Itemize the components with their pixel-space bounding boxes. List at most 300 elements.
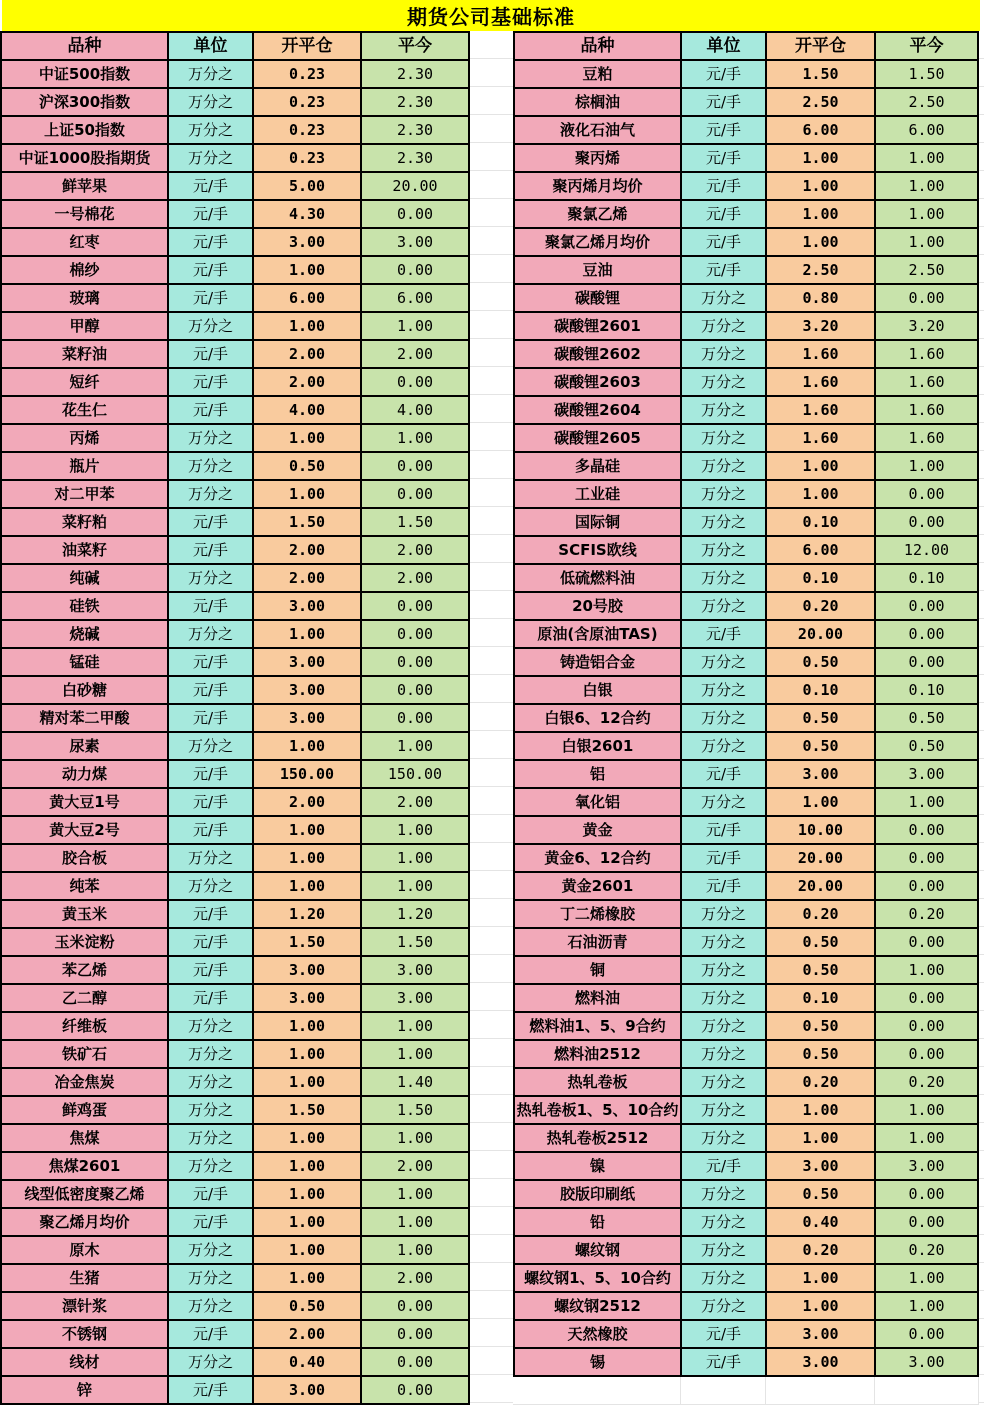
close-today-fee-cell[interactable]: 0.10 [876, 565, 977, 591]
variety-cell[interactable]: 铝 [515, 761, 680, 787]
close-today-fee-cell[interactable]: 0.00 [876, 621, 977, 647]
close-today-fee-cell[interactable]: 0.20 [876, 1237, 977, 1263]
variety-cell[interactable]: 黄金6、12合约 [515, 845, 680, 871]
close-today-fee-cell[interactable]: 2.00 [362, 537, 468, 563]
unit-cell[interactable]: 元/手 [169, 817, 252, 843]
unit-cell[interactable]: 万分之 [169, 1013, 252, 1039]
close-today-fee-cell[interactable]: 2.00 [362, 341, 468, 367]
unit-cell[interactable]: 万分之 [169, 1069, 252, 1095]
variety-cell[interactable]: 黄金 [515, 817, 680, 843]
unit-cell[interactable]: 元/手 [169, 1209, 252, 1235]
open-close-fee-cell[interactable]: 150.00 [254, 761, 360, 787]
open-close-fee-cell[interactable]: 2.00 [254, 537, 360, 563]
unit-cell[interactable]: 元/手 [682, 761, 765, 787]
open-close-fee-cell[interactable]: 4.00 [254, 397, 360, 423]
close-today-fee-cell[interactable]: 1.00 [362, 1181, 468, 1207]
open-close-fee-cell[interactable]: 5.00 [254, 173, 360, 199]
open-close-fee-cell[interactable]: 0.10 [767, 565, 874, 591]
open-close-fee-cell[interactable]: 6.00 [254, 285, 360, 311]
unit-cell[interactable]: 元/手 [682, 1321, 765, 1347]
open-close-fee-cell[interactable]: 0.50 [767, 1041, 874, 1067]
unit-cell[interactable]: 万分之 [682, 1041, 765, 1067]
close-today-fee-cell[interactable]: 1.00 [876, 1125, 977, 1151]
variety-cell[interactable]: 线型低密度聚乙烯 [2, 1181, 167, 1207]
variety-cell[interactable]: 菜籽粕 [2, 509, 167, 535]
open-close-fee-cell[interactable]: 1.00 [254, 621, 360, 647]
variety-cell[interactable]: 胶版印刷纸 [515, 1181, 680, 1207]
unit-cell[interactable]: 元/手 [169, 537, 252, 563]
close-today-fee-cell[interactable]: 3.00 [362, 985, 468, 1011]
variety-cell[interactable]: 玻璃 [2, 285, 167, 311]
variety-cell[interactable]: 棕榈油 [515, 89, 680, 115]
close-today-fee-cell[interactable]: 1.00 [362, 1237, 468, 1263]
unit-cell[interactable]: 万分之 [682, 453, 765, 479]
open-close-fee-cell[interactable]: 3.00 [767, 761, 874, 787]
close-today-fee-cell[interactable]: 0.00 [876, 1041, 977, 1067]
close-today-fee-cell[interactable]: 1.00 [362, 1013, 468, 1039]
open-close-fee-cell[interactable]: 3.00 [767, 1153, 874, 1179]
variety-cell[interactable]: 铸造铝合金 [515, 649, 680, 675]
variety-cell[interactable]: 黄金2601 [515, 873, 680, 899]
open-close-fee-cell[interactable]: 1.00 [254, 873, 360, 899]
unit-cell[interactable]: 万分之 [682, 901, 765, 927]
variety-cell[interactable]: 上证50指数 [2, 117, 167, 143]
open-close-fee-cell[interactable]: 1.50 [254, 929, 360, 955]
close-today-fee-cell[interactable]: 0.00 [362, 453, 468, 479]
open-close-fee-cell[interactable]: 2.00 [254, 565, 360, 591]
close-today-fee-cell[interactable]: 3.00 [876, 1153, 977, 1179]
open-close-fee-cell[interactable]: 1.60 [767, 341, 874, 367]
close-today-fee-cell[interactable]: 3.00 [362, 957, 468, 983]
unit-cell[interactable]: 元/手 [169, 649, 252, 675]
unit-cell[interactable]: 万分之 [682, 397, 765, 423]
open-close-fee-cell[interactable]: 1.00 [254, 1041, 360, 1067]
unit-cell[interactable]: 万分之 [169, 621, 252, 647]
close-today-fee-cell[interactable]: 1.00 [362, 845, 468, 871]
close-today-fee-cell[interactable]: 0.50 [876, 733, 977, 759]
unit-cell[interactable]: 万分之 [169, 845, 252, 871]
variety-cell[interactable]: 聚丙烯月均价 [515, 173, 680, 199]
open-close-fee-cell[interactable]: 0.50 [767, 1181, 874, 1207]
variety-cell[interactable]: 热轧卷板2512 [515, 1125, 680, 1151]
close-today-fee-cell[interactable]: 2.30 [362, 117, 468, 143]
close-today-fee-cell[interactable]: 12.00 [876, 537, 977, 563]
close-today-fee-cell[interactable]: 1.00 [876, 957, 977, 983]
open-close-fee-cell[interactable]: 1.00 [767, 1293, 874, 1319]
close-today-fee-cell[interactable]: 0.00 [362, 257, 468, 283]
open-close-fee-column-header[interactable]: 开平仓 [254, 33, 360, 59]
open-close-fee-cell[interactable]: 3.00 [254, 705, 360, 731]
open-close-fee-cell[interactable]: 0.50 [254, 453, 360, 479]
open-close-fee-cell[interactable]: 1.20 [254, 901, 360, 927]
unit-cell[interactable]: 元/手 [169, 957, 252, 983]
open-close-fee-cell[interactable]: 0.23 [254, 117, 360, 143]
unit-cell[interactable]: 元/手 [169, 397, 252, 423]
close-today-fee-cell[interactable]: 0.00 [362, 649, 468, 675]
variety-cell[interactable]: 石油沥青 [515, 929, 680, 955]
unit-cell[interactable]: 元/手 [169, 1321, 252, 1347]
close-today-fee-cell[interactable]: 1.00 [362, 1041, 468, 1067]
close-today-fee-cell[interactable]: 0.00 [876, 285, 977, 311]
open-close-fee-cell[interactable]: 0.40 [254, 1349, 360, 1375]
close-today-fee-cell[interactable]: 0.00 [876, 817, 977, 843]
close-today-fee-cell[interactable]: 3.00 [876, 761, 977, 787]
open-close-fee-cell[interactable]: 0.50 [767, 649, 874, 675]
variety-cell[interactable]: 热轧卷板 [515, 1069, 680, 1095]
close-today-fee-cell[interactable]: 0.00 [362, 1349, 468, 1375]
open-close-fee-cell[interactable]: 1.00 [767, 1097, 874, 1123]
variety-cell[interactable]: 乙二醇 [2, 985, 167, 1011]
open-close-fee-cell[interactable]: 1.00 [767, 789, 874, 815]
open-close-fee-cell[interactable]: 4.30 [254, 201, 360, 227]
unit-cell[interactable]: 万分之 [682, 537, 765, 563]
close-today-fee-cell[interactable]: 1.00 [362, 817, 468, 843]
open-close-fee-cell[interactable]: 0.20 [767, 1237, 874, 1263]
open-close-fee-cell[interactable]: 3.00 [254, 1377, 360, 1403]
close-today-fee-cell[interactable]: 0.00 [362, 677, 468, 703]
unit-cell[interactable]: 元/手 [169, 201, 252, 227]
unit-cell[interactable]: 万分之 [682, 705, 765, 731]
close-today-fee-cell[interactable]: 1.00 [362, 733, 468, 759]
close-today-fee-cell[interactable]: 1.20 [362, 901, 468, 927]
close-today-fee-cell[interactable]: 0.00 [876, 1321, 977, 1347]
close-today-fee-cell[interactable]: 3.00 [362, 229, 468, 255]
unit-cell[interactable]: 万分之 [682, 285, 765, 311]
variety-cell[interactable]: 对二甲苯 [2, 481, 167, 507]
variety-cell[interactable]: 聚丙烯 [515, 145, 680, 171]
close-today-fee-cell[interactable]: 1.00 [362, 1209, 468, 1235]
close-today-fee-cell[interactable]: 0.20 [876, 901, 977, 927]
close-today-fee-cell[interactable]: 0.20 [876, 1069, 977, 1095]
open-close-fee-cell[interactable]: 1.00 [767, 1125, 874, 1151]
unit-cell[interactable]: 万分之 [682, 425, 765, 451]
close-today-fee-cell[interactable]: 2.50 [876, 257, 977, 283]
close-today-fee-cell[interactable]: 0.00 [876, 1209, 977, 1235]
unit-cell[interactable]: 万分之 [682, 481, 765, 507]
variety-cell[interactable]: 热轧卷板1、5、10合约 [515, 1097, 680, 1123]
unit-cell[interactable]: 万分之 [169, 1097, 252, 1123]
unit-cell[interactable]: 元/手 [682, 621, 765, 647]
open-close-fee-cell[interactable]: 1.00 [254, 481, 360, 507]
close-today-fee-cell[interactable]: 1.00 [876, 201, 977, 227]
open-close-fee-cell[interactable]: 0.50 [767, 733, 874, 759]
unit-cell[interactable]: 万分之 [682, 1237, 765, 1263]
close-today-fee-cell[interactable]: 3.00 [876, 1349, 977, 1375]
variety-cell[interactable]: 螺纹钢 [515, 1237, 680, 1263]
close-today-fee-cell[interactable]: 1.00 [876, 229, 977, 255]
open-close-fee-column-header[interactable]: 开平仓 [767, 33, 874, 59]
variety-cell[interactable]: 铜 [515, 957, 680, 983]
close-today-fee-cell[interactable]: 2.30 [362, 61, 468, 87]
variety-cell[interactable]: 焦煤 [2, 1125, 167, 1151]
open-close-fee-cell[interactable]: 1.00 [254, 1265, 360, 1291]
open-close-fee-cell[interactable]: 2.00 [254, 369, 360, 395]
open-close-fee-cell[interactable]: 0.10 [767, 509, 874, 535]
close-today-fee-cell[interactable]: 2.00 [362, 789, 468, 815]
variety-cell[interactable]: 20号胶 [515, 593, 680, 619]
variety-cell[interactable]: 线材 [2, 1349, 167, 1375]
unit-cell[interactable]: 万分之 [169, 1293, 252, 1319]
unit-cell[interactable]: 万分之 [169, 1153, 252, 1179]
unit-cell[interactable]: 元/手 [169, 285, 252, 311]
unit-cell[interactable]: 元/手 [682, 873, 765, 899]
unit-cell[interactable]: 万分之 [682, 565, 765, 591]
unit-cell[interactable]: 元/手 [169, 929, 252, 955]
close-today-fee-cell[interactable]: 1.50 [362, 1097, 468, 1123]
open-close-fee-cell[interactable]: 1.00 [254, 1153, 360, 1179]
variety-cell[interactable]: 一号棉花 [2, 201, 167, 227]
close-today-fee-cell[interactable]: 1.00 [362, 425, 468, 451]
unit-cell[interactable]: 万分之 [682, 1293, 765, 1319]
variety-cell[interactable]: 纯碱 [2, 565, 167, 591]
variety-cell[interactable]: 甲醇 [2, 313, 167, 339]
unit-cell[interactable]: 元/手 [169, 985, 252, 1011]
variety-cell[interactable]: 螺纹钢2512 [515, 1293, 680, 1319]
open-close-fee-cell[interactable]: 1.00 [767, 453, 874, 479]
variety-cell[interactable]: 冶金焦炭 [2, 1069, 167, 1095]
open-close-fee-cell[interactable]: 1.00 [254, 1013, 360, 1039]
unit-cell[interactable]: 元/手 [682, 89, 765, 115]
close-today-fee-cell[interactable]: 1.00 [876, 1293, 977, 1319]
unit-cell[interactable]: 万分之 [169, 145, 252, 171]
open-close-fee-cell[interactable]: 1.50 [254, 509, 360, 535]
unit-cell[interactable]: 元/手 [169, 677, 252, 703]
close-today-fee-cell[interactable]: 0.50 [876, 705, 977, 731]
open-close-fee-cell[interactable]: 3.00 [767, 1321, 874, 1347]
variety-cell[interactable]: 氧化铝 [515, 789, 680, 815]
unit-cell[interactable]: 万分之 [169, 1237, 252, 1263]
open-close-fee-cell[interactable]: 6.00 [767, 117, 874, 143]
variety-cell[interactable]: 烧碱 [2, 621, 167, 647]
variety-cell[interactable]: 螺纹钢1、5、10合约 [515, 1265, 680, 1291]
variety-column-header[interactable]: 品种 [515, 33, 680, 59]
variety-cell[interactable]: 豆粕 [515, 61, 680, 87]
open-close-fee-cell[interactable]: 0.80 [767, 285, 874, 311]
unit-cell[interactable]: 万分之 [682, 789, 765, 815]
open-close-fee-cell[interactable]: 20.00 [767, 873, 874, 899]
close-today-fee-cell[interactable]: 0.10 [876, 677, 977, 703]
variety-cell[interactable]: 低硫燃料油 [515, 565, 680, 591]
unit-cell[interactable]: 元/手 [169, 341, 252, 367]
unit-cell[interactable]: 元/手 [682, 61, 765, 87]
unit-cell[interactable]: 万分之 [682, 369, 765, 395]
variety-cell[interactable]: 短纤 [2, 369, 167, 395]
open-close-fee-cell[interactable]: 1.00 [767, 1265, 874, 1291]
close-today-fee-cell[interactable]: 6.00 [362, 285, 468, 311]
close-today-fee-cell[interactable]: 2.00 [362, 565, 468, 591]
close-today-fee-cell[interactable]: 1.50 [362, 509, 468, 535]
variety-cell[interactable]: 胶合板 [2, 845, 167, 871]
unit-cell[interactable]: 万分之 [169, 1265, 252, 1291]
close-today-fee-cell[interactable]: 2.00 [362, 1153, 468, 1179]
unit-cell[interactable]: 元/手 [169, 509, 252, 535]
open-close-fee-cell[interactable]: 1.60 [767, 425, 874, 451]
variety-cell[interactable]: 黄大豆1号 [2, 789, 167, 815]
open-close-fee-cell[interactable]: 0.23 [254, 61, 360, 87]
variety-cell[interactable]: 天然橡胶 [515, 1321, 680, 1347]
open-close-fee-cell[interactable]: 2.50 [767, 257, 874, 283]
close-today-fee-cell[interactable]: 3.20 [876, 313, 977, 339]
unit-cell[interactable]: 元/手 [169, 173, 252, 199]
unit-cell[interactable]: 元/手 [682, 845, 765, 871]
close-today-fee-cell[interactable]: 6.00 [876, 117, 977, 143]
unit-cell[interactable]: 万分之 [682, 1125, 765, 1151]
variety-cell[interactable]: 瓶片 [2, 453, 167, 479]
unit-cell[interactable]: 元/手 [682, 229, 765, 255]
variety-cell[interactable]: 苯乙烯 [2, 957, 167, 983]
unit-cell[interactable]: 元/手 [169, 761, 252, 787]
unit-cell[interactable]: 元/手 [169, 1377, 252, 1403]
unit-cell[interactable]: 元/手 [169, 593, 252, 619]
unit-cell[interactable]: 万分之 [682, 649, 765, 675]
unit-cell[interactable]: 万分之 [169, 61, 252, 87]
close-today-fee-cell[interactable]: 1.00 [876, 1265, 977, 1291]
close-today-fee-cell[interactable]: 1.50 [362, 929, 468, 955]
unit-cell[interactable]: 万分之 [169, 117, 252, 143]
close-today-fee-cell[interactable]: 0.00 [362, 201, 468, 227]
close-today-fee-cell[interactable]: 0.00 [362, 1321, 468, 1347]
open-close-fee-cell[interactable]: 0.10 [767, 985, 874, 1011]
close-today-fee-cell[interactable]: 1.60 [876, 425, 977, 451]
open-close-fee-cell[interactable]: 3.00 [254, 229, 360, 255]
open-close-fee-cell[interactable]: 1.50 [767, 61, 874, 87]
variety-cell[interactable]: 碳酸锂 [515, 285, 680, 311]
unit-cell[interactable]: 万分之 [682, 593, 765, 619]
open-close-fee-cell[interactable]: 2.00 [254, 789, 360, 815]
unit-cell[interactable]: 元/手 [169, 1181, 252, 1207]
close-today-fee-cell[interactable]: 150.00 [362, 761, 468, 787]
open-close-fee-cell[interactable]: 2.00 [254, 341, 360, 367]
open-close-fee-cell[interactable]: 3.00 [767, 1349, 874, 1375]
unit-cell[interactable]: 元/手 [169, 789, 252, 815]
close-today-fee-cell[interactable]: 1.60 [876, 397, 977, 423]
unit-cell[interactable]: 元/手 [682, 1153, 765, 1179]
close-today-fee-cell[interactable]: 0.00 [362, 705, 468, 731]
open-close-fee-cell[interactable]: 1.00 [254, 1125, 360, 1151]
open-close-fee-cell[interactable]: 1.00 [254, 1237, 360, 1263]
open-close-fee-cell[interactable]: 1.00 [254, 733, 360, 759]
close-today-fee-cell[interactable]: 1.00 [362, 1125, 468, 1151]
variety-cell[interactable]: 丙烯 [2, 425, 167, 451]
variety-cell[interactable]: 纤维板 [2, 1013, 167, 1039]
unit-cell[interactable]: 元/手 [169, 369, 252, 395]
unit-cell[interactable]: 万分之 [682, 929, 765, 955]
open-close-fee-cell[interactable]: 3.00 [254, 649, 360, 675]
variety-cell[interactable]: 动力煤 [2, 761, 167, 787]
variety-cell[interactable]: 花生仁 [2, 397, 167, 423]
open-close-fee-cell[interactable]: 0.50 [767, 929, 874, 955]
variety-cell[interactable]: 黄玉米 [2, 901, 167, 927]
close-today-fee-cell[interactable]: 0.00 [362, 1377, 468, 1403]
unit-cell[interactable]: 万分之 [682, 313, 765, 339]
open-close-fee-cell[interactable]: 1.00 [254, 313, 360, 339]
close-today-fee-cell[interactable]: 0.00 [876, 649, 977, 675]
close-today-fee-cell[interactable]: 1.00 [362, 873, 468, 899]
unit-cell[interactable]: 万分之 [682, 1097, 765, 1123]
close-today-fee-column-header[interactable]: 平今 [876, 33, 977, 59]
variety-cell[interactable]: 白银6、12合约 [515, 705, 680, 731]
close-today-fee-cell[interactable]: 0.00 [362, 369, 468, 395]
variety-cell[interactable]: 液化石油气 [515, 117, 680, 143]
open-close-fee-cell[interactable]: 0.50 [767, 957, 874, 983]
close-today-fee-cell[interactable]: 1.00 [876, 453, 977, 479]
unit-cell[interactable]: 万分之 [682, 1265, 765, 1291]
open-close-fee-cell[interactable]: 0.10 [767, 677, 874, 703]
variety-cell[interactable]: 红枣 [2, 229, 167, 255]
variety-cell[interactable]: 硅铁 [2, 593, 167, 619]
close-today-fee-cell[interactable]: 0.00 [876, 481, 977, 507]
unit-cell[interactable]: 万分之 [169, 89, 252, 115]
unit-cell[interactable]: 万分之 [682, 1069, 765, 1095]
unit-cell[interactable]: 元/手 [682, 257, 765, 283]
variety-cell[interactable]: 工业硅 [515, 481, 680, 507]
open-close-fee-cell[interactable]: 10.00 [767, 817, 874, 843]
open-close-fee-cell[interactable]: 0.20 [767, 1069, 874, 1095]
variety-cell[interactable]: 黄大豆2号 [2, 817, 167, 843]
close-today-fee-cell[interactable]: 1.00 [876, 145, 977, 171]
variety-cell[interactable]: 鲜苹果 [2, 173, 167, 199]
open-close-fee-cell[interactable]: 1.00 [767, 145, 874, 171]
open-close-fee-cell[interactable]: 1.00 [767, 173, 874, 199]
unit-cell[interactable]: 元/手 [169, 229, 252, 255]
open-close-fee-cell[interactable]: 1.00 [254, 425, 360, 451]
variety-cell[interactable]: 国际铜 [515, 509, 680, 535]
open-close-fee-cell[interactable]: 1.00 [254, 1181, 360, 1207]
open-close-fee-cell[interactable]: 1.60 [767, 369, 874, 395]
close-today-fee-cell[interactable]: 0.00 [876, 509, 977, 535]
close-today-fee-cell[interactable]: 1.00 [876, 173, 977, 199]
variety-cell[interactable]: 碳酸锂2604 [515, 397, 680, 423]
open-close-fee-cell[interactable]: 0.20 [767, 901, 874, 927]
unit-cell[interactable]: 万分之 [682, 1013, 765, 1039]
open-close-fee-cell[interactable]: 0.40 [767, 1209, 874, 1235]
variety-cell[interactable]: 焦煤2601 [2, 1153, 167, 1179]
unit-cell[interactable]: 万分之 [169, 1125, 252, 1151]
open-close-fee-cell[interactable]: 1.00 [254, 1069, 360, 1095]
unit-column-header[interactable]: 单位 [169, 33, 252, 59]
variety-cell[interactable]: 尿素 [2, 733, 167, 759]
variety-cell[interactable]: 油菜籽 [2, 537, 167, 563]
unit-column-header[interactable]: 单位 [682, 33, 765, 59]
unit-cell[interactable]: 元/手 [169, 705, 252, 731]
variety-cell[interactable]: 白银2601 [515, 733, 680, 759]
close-today-fee-cell[interactable]: 0.00 [876, 873, 977, 899]
variety-cell[interactable]: 聚乙烯月均价 [2, 1209, 167, 1235]
variety-cell[interactable]: 镍 [515, 1153, 680, 1179]
variety-cell[interactable]: 燃料油 [515, 985, 680, 1011]
open-close-fee-cell[interactable]: 3.20 [767, 313, 874, 339]
close-today-fee-cell[interactable]: 2.30 [362, 89, 468, 115]
unit-cell[interactable]: 万分之 [169, 313, 252, 339]
unit-cell[interactable]: 元/手 [682, 173, 765, 199]
close-today-fee-cell[interactable]: 2.50 [876, 89, 977, 115]
variety-cell[interactable]: 锌 [2, 1377, 167, 1403]
unit-cell[interactable]: 万分之 [682, 1181, 765, 1207]
unit-cell[interactable]: 元/手 [169, 257, 252, 283]
close-today-fee-cell[interactable]: 0.00 [876, 929, 977, 955]
unit-cell[interactable]: 元/手 [169, 901, 252, 927]
open-close-fee-cell[interactable]: 3.00 [254, 593, 360, 619]
open-close-fee-cell[interactable]: 3.00 [254, 957, 360, 983]
unit-cell[interactable]: 元/手 [682, 1349, 765, 1375]
variety-cell[interactable]: 纯苯 [2, 873, 167, 899]
open-close-fee-cell[interactable]: 0.50 [767, 705, 874, 731]
close-today-fee-column-header[interactable]: 平今 [362, 33, 468, 59]
unit-cell[interactable]: 万分之 [682, 677, 765, 703]
close-today-fee-cell[interactable]: 0.00 [876, 1181, 977, 1207]
close-today-fee-cell[interactable]: 1.60 [876, 369, 977, 395]
variety-cell[interactable]: 沪深300指数 [2, 89, 167, 115]
